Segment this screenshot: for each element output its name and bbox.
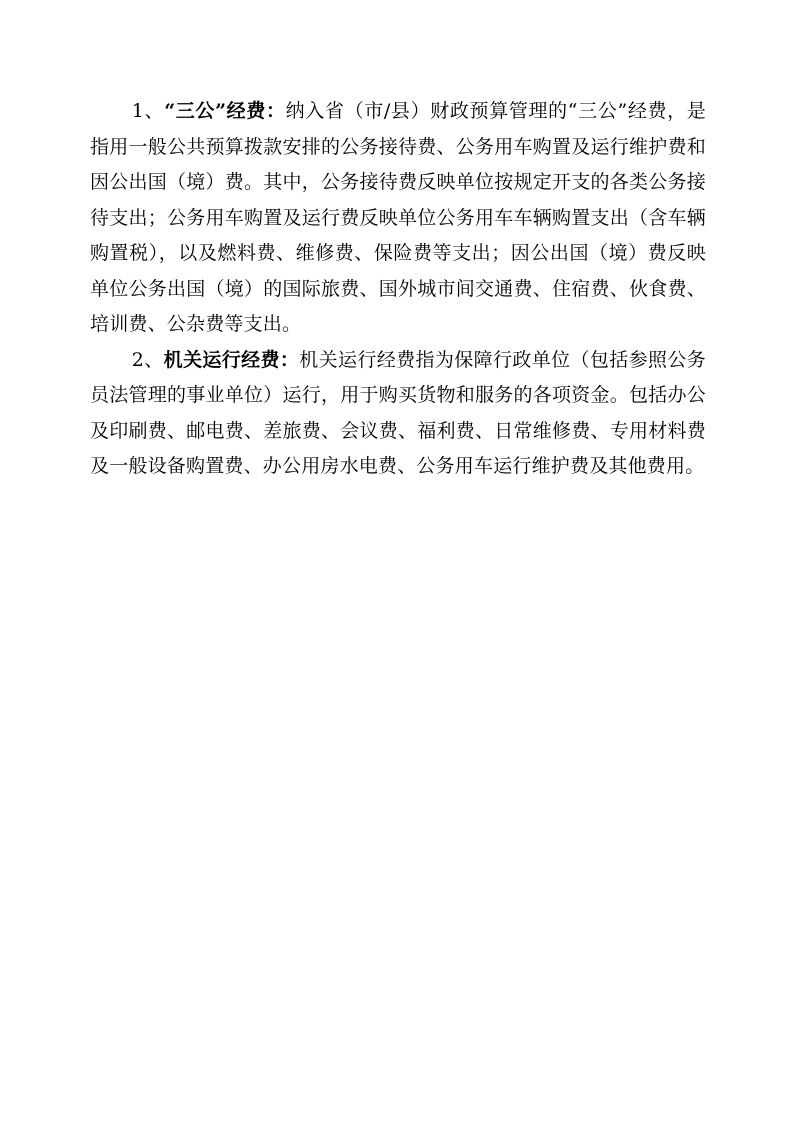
paragraph-number: 1、: [131, 100, 165, 122]
paragraph-body-text: 机关运行经费指为保障行政单位（包括参照公务员法管理的事业单位）运行，用于购买货物和服务的各项资金。包括办公及印刷费、邮电费、差旅费、会议费、福利费、日常维修费、专用材料费及一般设备购置费、办公用房水电费、公务用车运行维护费及其他费用。: [90, 348, 706, 477]
paragraph-agency-operating-expenses: [90, 343, 706, 485]
paragraph-sangong-expenses: [90, 94, 706, 343]
term-sangong-expenses: “三公”经费：: [164, 100, 286, 122]
document-content: [90, 94, 706, 485]
term-agency-operating-expenses: 机关运行经费：: [163, 348, 300, 371]
paragraph-body-text: 纳入省（市/县）财政预算管理的“三公”经费，是指用一般公共预算拨款安排的公务接待费、公务用车购置及运行维护费和因公出国（境）费。其中，公务接待费反映单位按规定开支的各类公务接待支出；公务用车购置及运行费反映单位公务用车车辆购置支出（含车辆购置税），以及燃料费、维修费、保险费等支出；因公出国（境）费反映单位公务出国（境）的国际旅费、国外城市间交通费、住宿费、伙食费、培训费、公杂费等支出。: [90, 100, 706, 335]
paragraph-number: 2、: [131, 348, 164, 371]
